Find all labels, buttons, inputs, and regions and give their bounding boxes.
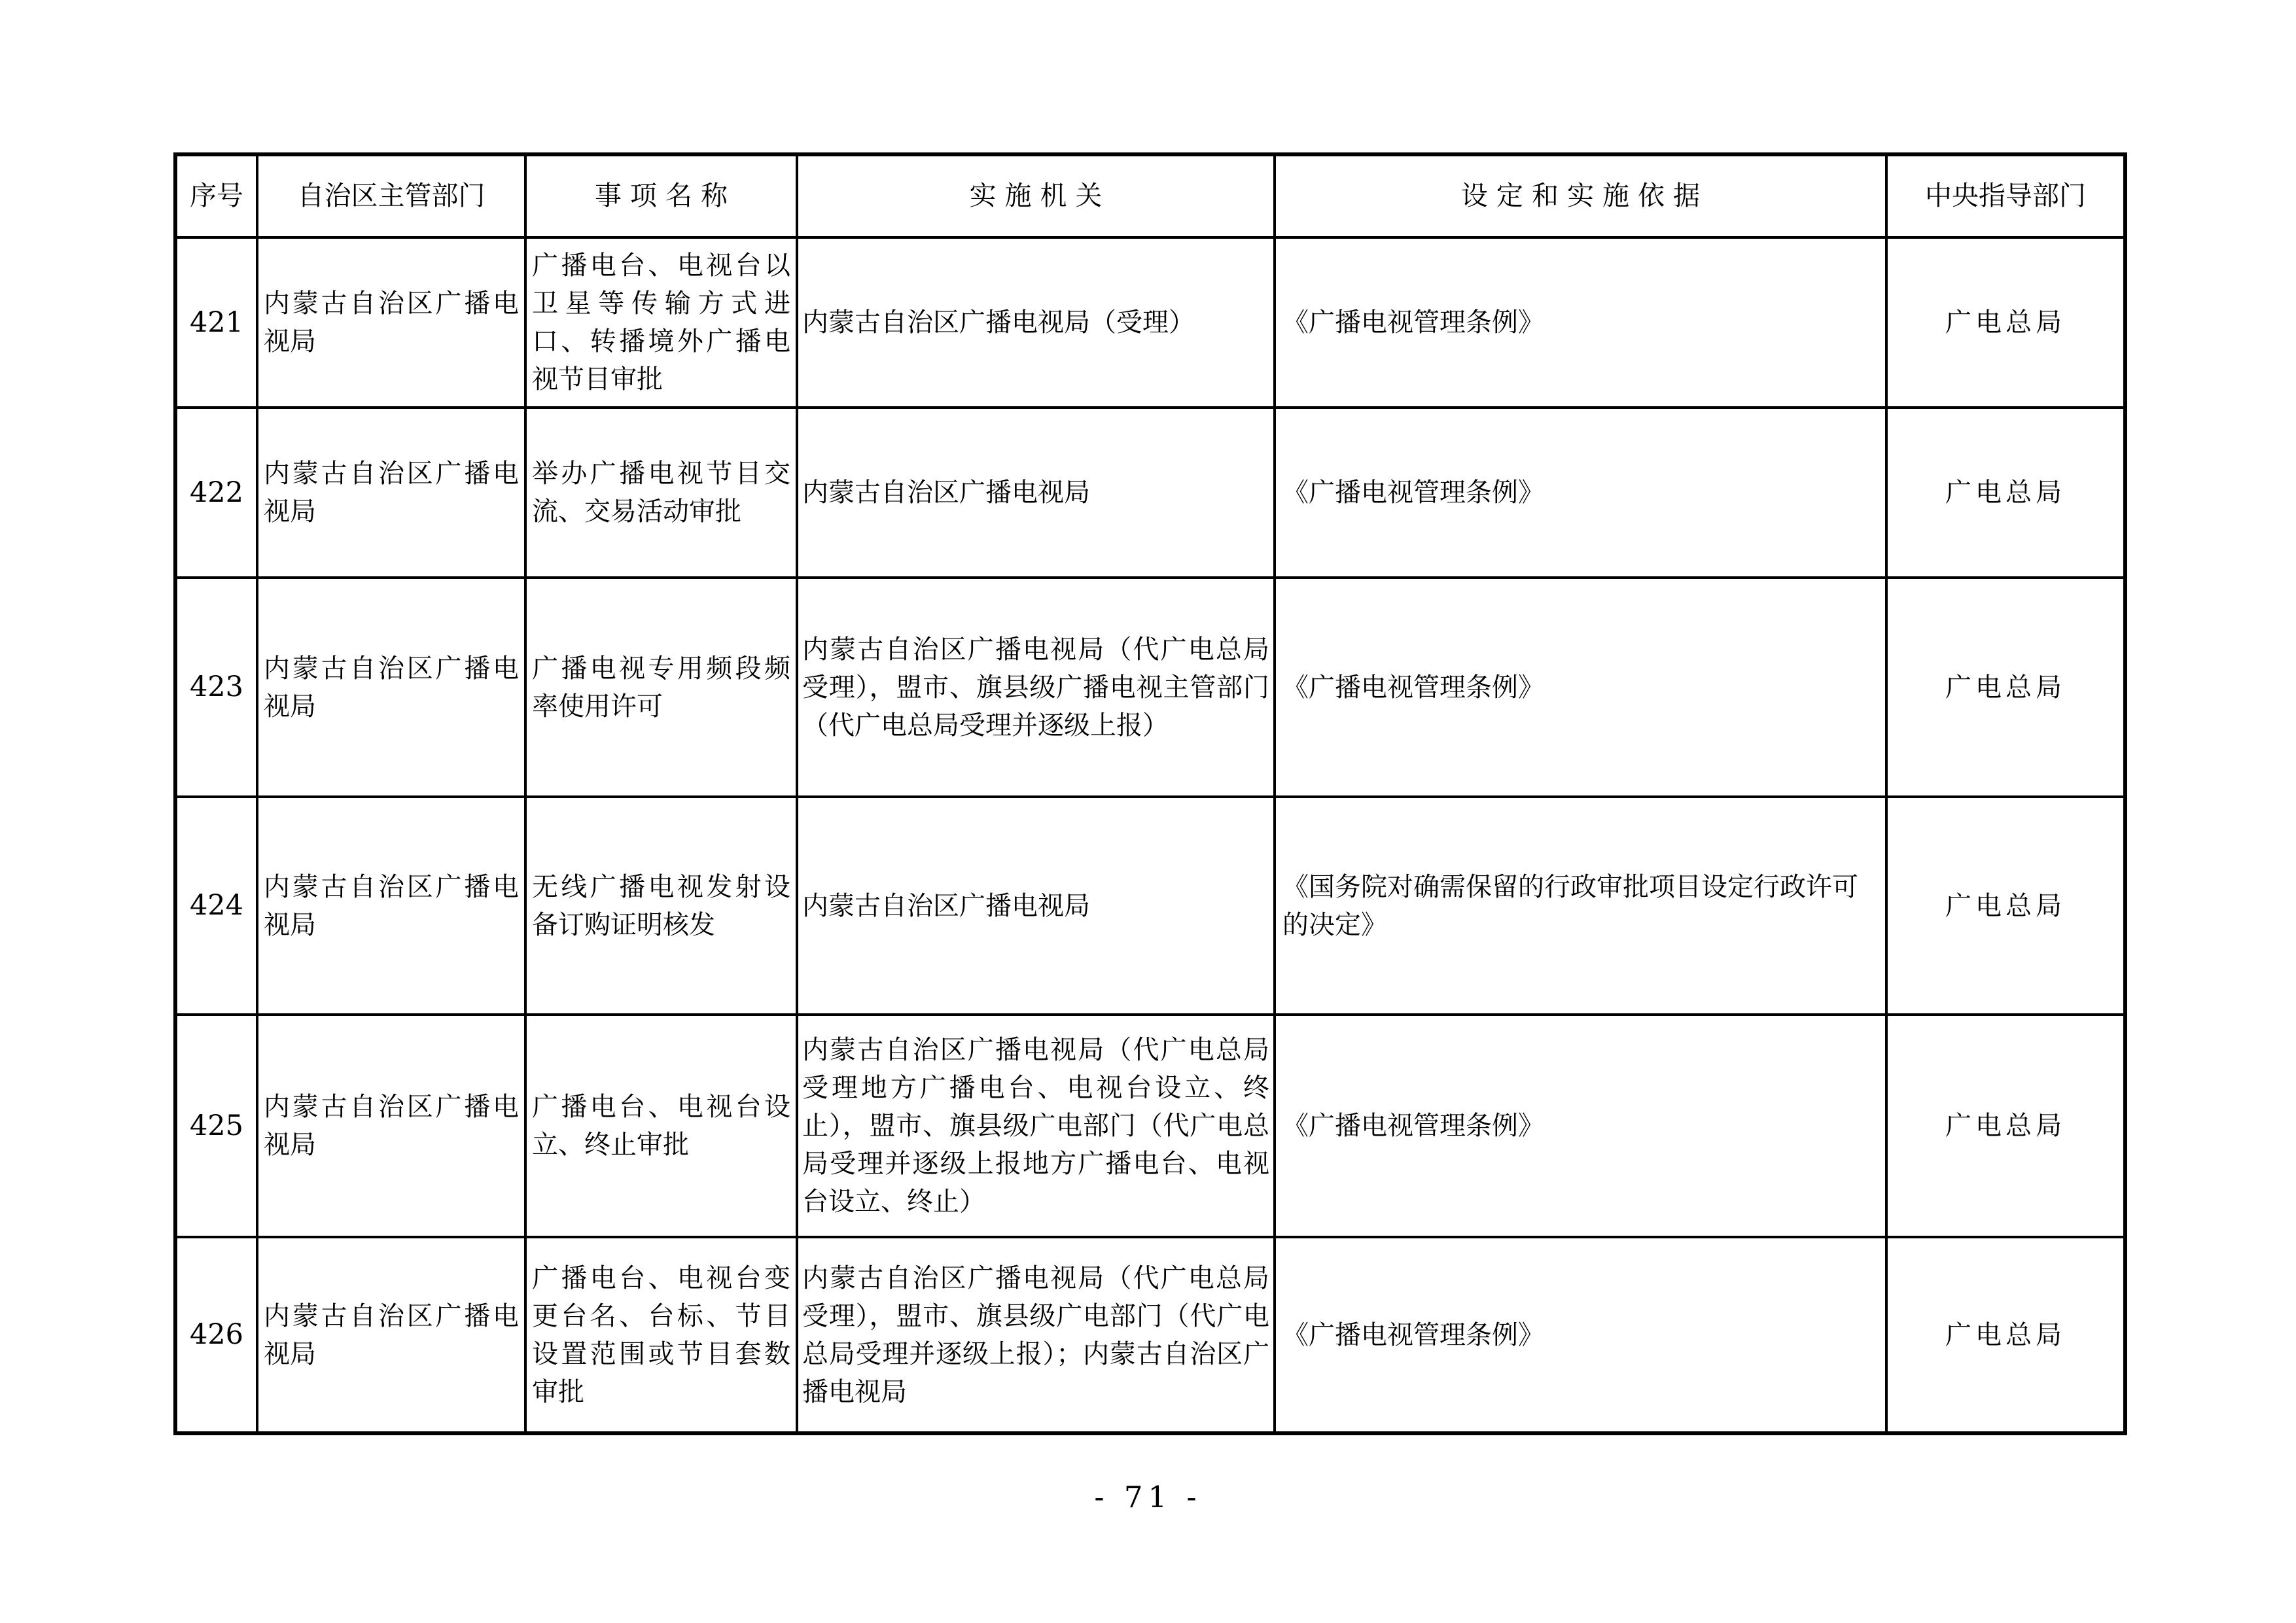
cell-serial-number: 423 (175, 578, 257, 797)
cell-item-name: 无线广播电视发射设备订购证明核发 (525, 797, 797, 1015)
cell-basis: 《国务院对确需保留的行政审批项目设定行政许可的决定》 (1275, 797, 1886, 1015)
cell-implementing-agency: 内蒙古自治区广播电视局（代广电总局受理），盟市、旗县级广电部门（代广电总局受理并逐级上报）；内蒙古自治区广播电视局 (797, 1237, 1275, 1433)
cell-item-name: 广播电台、电视台设立、终止审批 (525, 1015, 797, 1237)
cell-central-department: 广电总局 (1886, 237, 2125, 408)
cell-implementing-agency: 内蒙古自治区广播电视局 (797, 408, 1275, 578)
header-region-department: 自治区主管部门 (257, 154, 525, 237)
header-item-name: 事 项 名 称 (525, 154, 797, 237)
cell-central-department: 广电总局 (1886, 1237, 2125, 1433)
cell-implementing-agency: 内蒙古自治区广播电视局（受理） (797, 237, 1275, 408)
cell-item-name: 广播电台、电视台以卫星等传输方式进口、转播境外广播电视节目审批 (525, 237, 797, 408)
cell-serial-number: 424 (175, 797, 257, 1015)
cell-serial-number: 426 (175, 1237, 257, 1433)
cell-central-department: 广电总局 (1886, 797, 2125, 1015)
table-row (175, 237, 2125, 408)
cell-region-department: 内蒙古自治区广播电视局 (257, 578, 525, 797)
table-row (175, 408, 2125, 578)
cell-central-department: 广电总局 (1886, 408, 2125, 578)
cell-basis: 《广播电视管理条例》 (1275, 1237, 1886, 1433)
cell-basis: 《广播电视管理条例》 (1275, 1015, 1886, 1237)
cell-basis: 《广播电视管理条例》 (1275, 408, 1886, 578)
table-row (175, 797, 2125, 1015)
table-row (175, 1237, 2125, 1433)
cell-central-department: 广电总局 (1886, 1015, 2125, 1237)
cell-item-name: 广播电视专用频段频率使用许可 (525, 578, 797, 797)
page-number: - 71 - (1094, 1480, 1202, 1514)
cell-region-department: 内蒙古自治区广播电视局 (257, 1015, 525, 1237)
cell-implementing-agency: 内蒙古自治区广播电视局（代广电总局受理地方广播电台、电视台设立、终止），盟市、旗县级广电部门（代广电总局受理并逐级上报地方广播电台、电视台设立、终止） (797, 1015, 1275, 1237)
header-central-department: 中央指导部门 (1886, 154, 2125, 237)
header-serial-number: 序号 (175, 154, 257, 237)
cell-basis: 《广播电视管理条例》 (1275, 237, 1886, 408)
header-implementing-agency: 实 施 机 关 (797, 154, 1275, 237)
table-row (175, 578, 2125, 797)
cell-region-department: 内蒙古自治区广播电视局 (257, 797, 525, 1015)
approval-items-table (173, 152, 2127, 1435)
cell-serial-number: 425 (175, 1015, 257, 1237)
cell-implementing-agency: 内蒙古自治区广播电视局 (797, 797, 1275, 1015)
table-header-row (175, 154, 2125, 237)
cell-region-department: 内蒙古自治区广播电视局 (257, 1237, 525, 1433)
cell-central-department: 广电总局 (1886, 578, 2125, 797)
cell-region-department: 内蒙古自治区广播电视局 (257, 408, 525, 578)
cell-basis: 《广播电视管理条例》 (1275, 578, 1886, 797)
table-row (175, 1015, 2125, 1237)
cell-serial-number: 421 (175, 237, 257, 408)
cell-item-name: 广播电台、电视台变更台名、台标、节目设置范围或节目套数审批 (525, 1237, 797, 1433)
header-basis: 设 定 和 实 施 依 据 (1275, 154, 1886, 237)
cell-region-department: 内蒙古自治区广播电视局 (257, 237, 525, 408)
cell-item-name: 举办广播电视节目交流、交易活动审批 (525, 408, 797, 578)
cell-implementing-agency: 内蒙古自治区广播电视局（代广电总局受理），盟市、旗县级广播电视主管部门（代广电总局受理并逐级上报） (797, 578, 1275, 797)
cell-serial-number: 422 (175, 408, 257, 578)
